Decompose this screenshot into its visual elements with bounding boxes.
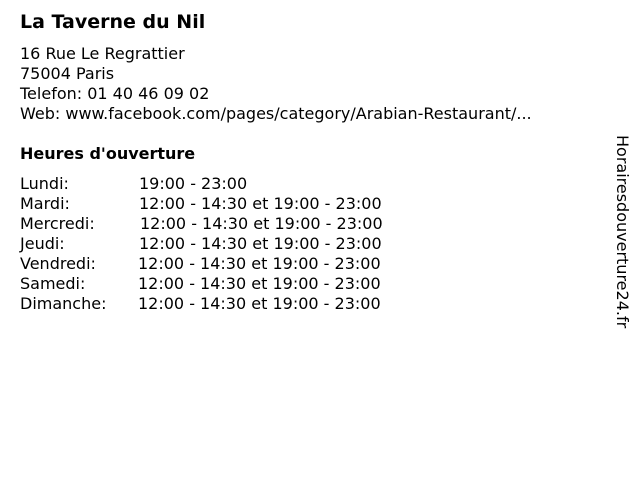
day-label: Jeudi:: [20, 234, 65, 253]
opening-hours-heading: Heures d'ouverture: [20, 144, 196, 163]
day-label: Vendredi:: [20, 254, 96, 273]
time-range: 12:00 - 14:30 et 19:00 - 23:00: [140, 214, 383, 233]
day-label: Samedi:: [20, 274, 86, 293]
day-label: Mercredi:: [20, 214, 95, 233]
city: 75004 Paris: [20, 64, 115, 83]
street-address: 16 Rue Le Regrattier: [20, 44, 185, 63]
time-range: 12:00 - 14:30 et 19:00 - 23:00: [139, 194, 382, 213]
time-range: 12:00 - 14:30 et 19:00 - 23:00: [138, 274, 381, 293]
time-range: 19:00 - 23:00: [139, 174, 248, 193]
day-label: Lundi:: [20, 174, 69, 193]
time-range: 12:00 - 14:30 et 19:00 - 23:00: [138, 254, 381, 273]
time-range: 12:00 - 14:30 et 19:00 - 23:00: [138, 294, 381, 313]
time-range: 12:00 - 14:30 et 19:00 - 23:00: [139, 234, 382, 253]
website: Web: www.facebook.com/pages/category/Arabian-Restaurant/...: [20, 104, 532, 123]
day-label: Mardi:: [20, 194, 70, 213]
day-label: Dimanche:: [20, 294, 107, 313]
business-name: La Taverne du Nil: [20, 11, 206, 33]
phone-number: Telefon: 01 40 46 09 02: [20, 84, 210, 103]
address-block: [20, 44, 532, 124]
watermark-text: Horairesdouverture24.fr: [613, 135, 632, 329]
